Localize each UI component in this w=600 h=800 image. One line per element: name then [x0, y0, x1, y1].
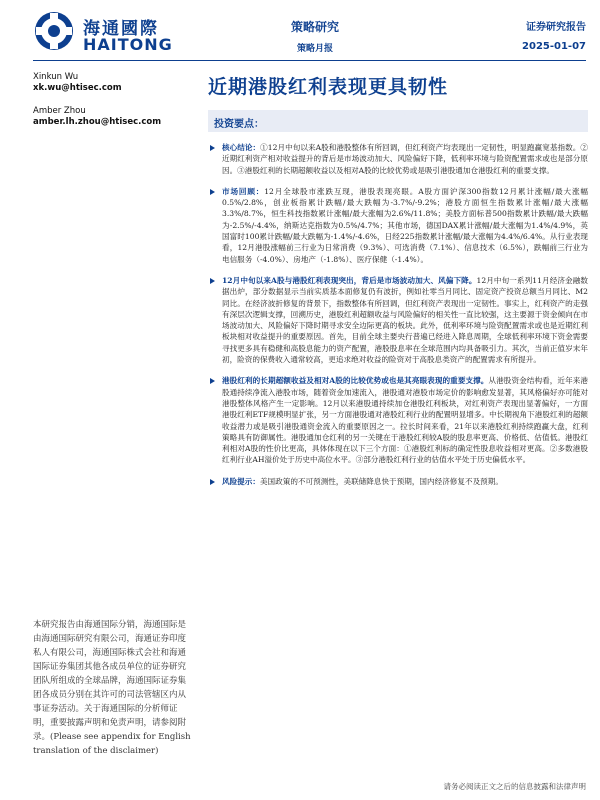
- section-text: 美国政策的不可预测性，美联储降息快于预期，国内经济修复不及预期。: [259, 476, 503, 486]
- disclaimer-text: 本研究报告由海通国际分销，海通国际是由海通国际研究有限公司，海通证券印度私人有限公司，海通国际株式会社和海通国际证券集团其他各成员单位的证券研究团队所组成的全球品牌，海通国际证券集团各成员分别在其许可的司法管辖区内从事证券活动。关于海通国际的分析师证明，重要披露声明和免责声明，请参阅附录。(Please see appendix for English translation of the disclaimer): [33, 620, 191, 756]
- author-list: [33, 72, 193, 140]
- logo-chinese-text: 海通國際: [83, 19, 159, 39]
- section-paragraph: [222, 186, 588, 265]
- section-paragraph: [222, 275, 588, 365]
- section-text: 12月中旬一系列11月经济金融数据出炉，部分数据显示当前实质基本面修复仍有波折，例如社零当月同比、固定资产投资总额当月同比、M2同比。在经济波折修复的背景下，指数整体有所回调，但红利资产表现出一定韧性。事实上，红利资产的走强有深层次逻辑支撑，回溯历史，港股红利超额收益与风险偏好的相关性一直比较强，这主要源于资金倾向在市场波动加大、风险偏好下降时期寻求安全边际更高的板块。此外，低利率环境与险资配置需求或也是近期红利板块相对收益提升的重要原因。首先，目前全球主要央行普遍已经进入降息周期，全球低利率环境下资金需要寻找更多具有稳健和高股息能力的资产配置，港股股息率在全球范围内均具备吸引力。其次，当前正值岁末年初，险资的保费收入通常较高，更追求绝对收益的险资对于高股息类资产的配置需求有所提升。: [222, 275, 588, 365]
- haitong-logo-icon: [33, 10, 75, 52]
- author-email[interactable]: xk.wu@htisec.com: [33, 83, 122, 93]
- report-title: 近期港股红利表现更具韧性: [208, 76, 449, 98]
- footer-notice: 请务必阅读正文之后的信息披露和法律声明: [443, 782, 586, 791]
- section-lead: 港股红利的长期超额收益及相对A股的比较优势或也是其亮眼表现的重要支撑。: [222, 376, 489, 386]
- haitong-logo: [33, 10, 183, 54]
- section-lead: 12月中旬以来A股与港股红利表现突出，背后是市场波动加大、风偏下降。: [222, 275, 477, 285]
- triangle-bullet-icon: [210, 479, 215, 485]
- author-entry: [33, 72, 193, 94]
- section-text: ①12月中旬以来A股和港股整体有所回调，但红利资产均表现出一定韧性，明显跑赢宽基指数。②近期红利资产相对收益提升的背后是市场波动加大、风险偏好下降，低利率环境与险资配置需求或也是部分原因。③港股红利的长期超额收益以及相对A股的比较优势或是吸引港股通加仓港股红利的重要支撑。: [222, 143, 588, 175]
- triangle-bullet-icon: [210, 378, 215, 384]
- section-core-conclusion: [208, 142, 588, 176]
- section-text: 从港股资金结构看，近年来港股通持续净流入港股市场，随着资金加速流入，港股通对港股市场定价的影响愈发显著，其风格偏好亦可能对港股整体风格产生一定影响。12月以来港股通持续加仓港股红利板块，对红利资产表现出显著偏好，一方面港股红利ETF规模明显扩张，另一方面港股通对港股红利行业的配置明显增多。中长期视角下港股红利的超额收益潜力或是吸引港股通资金流入的重要原因之一。拉长时间来看，21年以来港股红利持续跑赢大盘，红利策略具有防御属性。港股通加仓红利的另一关键在于港股红利较A股的股息率更高、价格低、估值低。港股红利相对A股的性价比更高，具体体现在以下三个方面：①港股红利标的确定性股息收益相对更高。②多数港股红利行业AH溢价处于历史中高位水平。③部分港股红利行业的估值水平处于历史偏低水平。: [222, 376, 589, 465]
- report-date: 2025-01-07: [522, 41, 586, 52]
- section-paragraph: [222, 476, 588, 487]
- report-type-label: 证券研究报告: [526, 22, 586, 33]
- header-divider: [33, 60, 586, 61]
- section-paragraph: [222, 375, 588, 465]
- key-points-body: [208, 142, 588, 497]
- category-label: 策略研究: [290, 20, 339, 34]
- triangle-bullet-icon: [210, 145, 215, 151]
- section-long-term-excess-return: [208, 375, 588, 465]
- author-name: Xinkun Wu: [33, 72, 79, 82]
- author-name: Amber Zhou: [33, 106, 86, 116]
- section-lead: 风险提示：: [222, 476, 260, 486]
- section-lead: 市场回顾：: [222, 186, 265, 196]
- section-dividend-resilience: [208, 275, 588, 365]
- key-points-header: [208, 110, 588, 132]
- key-points-label: 投资要点：: [214, 119, 264, 130]
- logo-english-text: HAITONG: [83, 35, 173, 54]
- triangle-bullet-icon: [210, 278, 215, 284]
- subcategory-label: 策略月报: [296, 44, 333, 54]
- section-risk-warning: [208, 476, 588, 487]
- section-market-review: [208, 186, 588, 265]
- triangle-bullet-icon: [210, 189, 215, 195]
- report-category: [260, 18, 370, 54]
- report-meta: [522, 18, 586, 52]
- author-entry: [33, 106, 193, 128]
- section-text: 12月全球股市涨跌互现，港股表现亮眼。A股方面沪深300指数12月累计涨幅/最大涨幅0.5%/2.8%，创业板指累计跌幅/最大跌幅为-3.7%/-9.2%；港股方面恒生指数累计涨幅/最大涨幅3.3%/8.7%，恒生科技指数累计涨幅/最大涨幅为2.6%/11.8%；美股方面标普500指数累计跌幅/最大跌幅为-2.5%/-4.4%，纳斯达克指数为0.5%/4.7%；其他市场，德国DAX累计涨幅/最大涨幅为1.4%/4.9%，英国富时100累计跌幅/最大跌幅为-1.4%/-4.6%，日经225指数累计涨幅/最大涨幅为4.4%/6.4%。从行业表现看，12月港股涨幅前三行业为日常消费（9.3%）、可选消费（7.1%）、信息技术（6.5%），跌幅前三行业为电信服务（-4.0%）、房地产（-1.8%）、医疗保健（-1.4%）。: [222, 186, 589, 264]
- author-email[interactable]: amber.lh.zhou@htisec.com: [33, 117, 162, 127]
- section-paragraph: [222, 142, 588, 176]
- section-lead: 核心结论：: [222, 143, 261, 152]
